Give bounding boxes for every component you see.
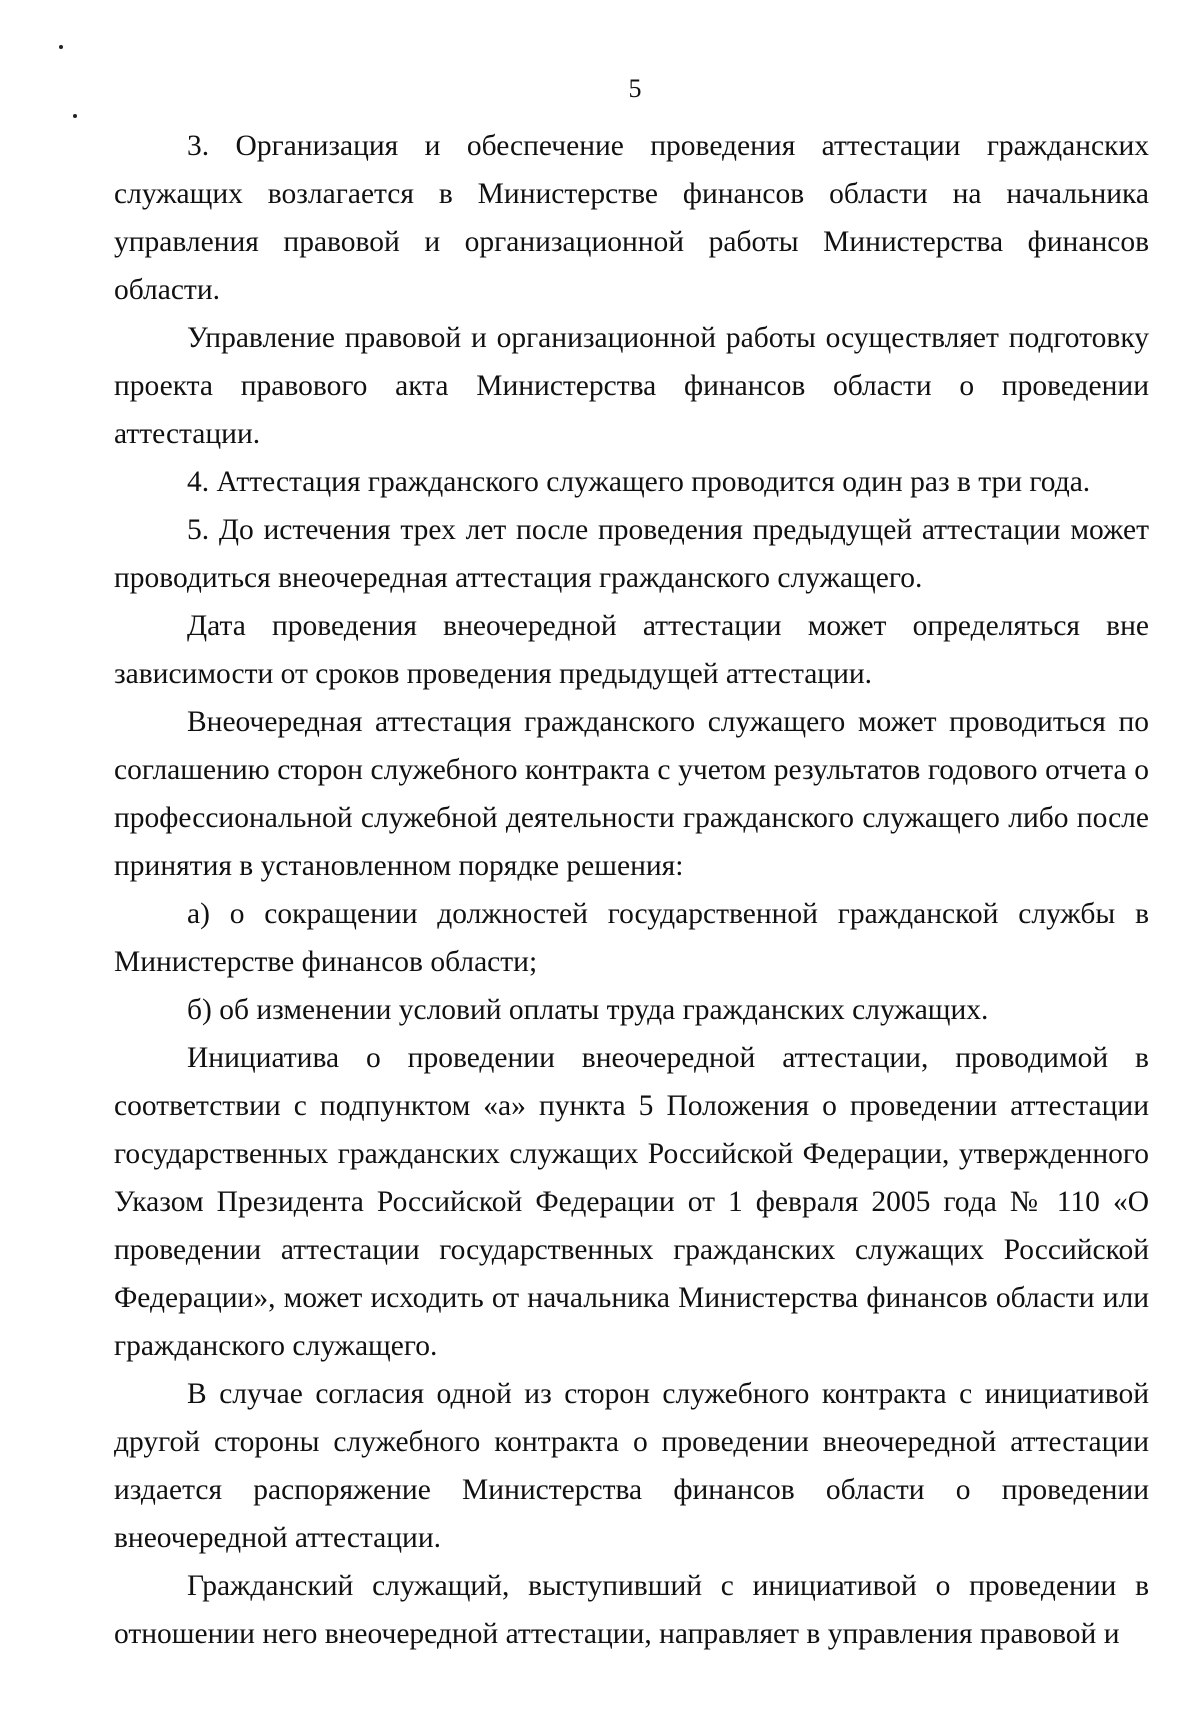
paragraph-subitem-a: а) о сокращении должностей государственной гражданской службы в Министерстве финансов области;: [114, 898, 1149, 978]
scan-artifact-dot: [73, 114, 77, 118]
paragraph-extraordinary-agreement: Внеочередная аттестация гражданского служащего может проводиться по соглашению сторон служебного контракта с учетом результатов годового отчета о профессиональной служебной деятельности гражданского служащего либо после принятия в установленном порядке решения:: [114, 706, 1149, 882]
paragraph-department-duty: Управление правовой и организационной работы осуществляет подготовку проекта правового акта Министерства финансов области о проведении аттестации.: [114, 322, 1149, 450]
document-body: [114, 122, 1149, 1658]
paragraph-item-5: 5. До истечения трех лет после проведения предыдущей аттестации может проводиться внеочередная аттестация гражданского служащего.: [114, 514, 1149, 594]
scan-artifact-dot: [59, 45, 63, 49]
paragraph-extraordinary-date: Дата проведения внеочередной аттестации может определяться вне зависимости от сроков проведения предыдущей аттестации.: [114, 610, 1149, 690]
paragraph-agreement-order: В случае согласия одной из сторон служебного контракта с инициативой другой стороны служебного контракта о проведении внеочередной аттестации издается распоряжение Министерства финансов области о проведении внеочередной аттестации.: [114, 1378, 1149, 1554]
paragraph-employee-initiative: Гражданский служащий, выступивший с инициативой о проведении в отношении него внеочередной аттестации, направляет в управления правовой и: [114, 1570, 1149, 1650]
paragraph-initiative: Инициатива о проведении внеочередной аттестации, проводимой в соответствии с подпунктом «а» пункта 5 Положения о проведении аттестации государственных гражданских служащих Российской Федерации, утвержденного Указом Президента Российской Федерации от 1 февраля 2005 года № 110 «О проведении аттестации государственных гражданских служащих Российской Федерации», может исходить от начальника Министерства финансов области или гражданского служащего.: [114, 1042, 1149, 1362]
paragraph-item-4: 4. Аттестация гражданского служащего проводится один раз в три года.: [187, 466, 1091, 498]
paragraph-item-3: 3. Организация и обеспечение проведения аттестации гражданских служащих возлагается в Министерстве финансов области на начальника управления правовой и организационной работы Министерства финансов области.: [114, 130, 1149, 306]
page-number: 5: [628, 74, 642, 103]
paragraph-subitem-b: б) об изменении условий оплаты труда гражданских служащих.: [187, 994, 989, 1026]
